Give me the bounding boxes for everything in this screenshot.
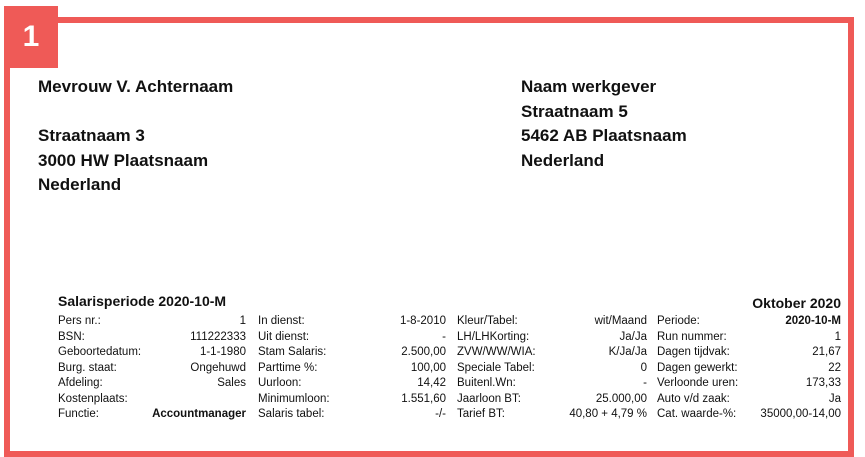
detail-value: Ja [828,392,841,405]
detail-row [58,314,246,330]
detail-label: Minimumloon: [258,392,330,405]
detail-row [258,407,446,423]
detail-row [657,330,841,346]
detail-row [657,361,841,377]
detail-label: Auto v/d zaak: [657,392,730,405]
detail-value: 111222333 [190,330,246,343]
detail-row [457,330,647,346]
employer-name: Naam werkgever [521,77,657,96]
employee-address [38,75,233,198]
detail-row [258,345,446,361]
detail-label: Salaris tabel: [258,408,325,420]
detail-row [258,392,446,408]
detail-value: Accountmanager [152,408,246,420]
employer-postcode-city: 5462 AB Plaatsnaam [521,126,687,145]
detail-value: 35000,00-14,00 [760,408,841,420]
detail-row [657,376,841,392]
detail-value: 100,00 [410,361,446,374]
detail-value: 173,33 [805,377,841,389]
detail-label: Burg. staat: [58,361,117,374]
detail-row [457,407,647,423]
detail-row [657,407,841,423]
detail-value: 25.000,00 [595,392,647,405]
detail-label: Parttime %: [258,361,318,374]
detail-row [457,392,647,408]
salary-month: Oktober 2020 [752,295,841,311]
detail-value: - [442,330,446,343]
salary-period-title: Salarisperiode 2020-10-M [58,293,227,309]
detail-row [457,345,647,361]
detail-value: Ja/Ja [619,330,647,343]
detail-row [58,361,246,377]
tax-details-column [457,314,647,423]
detail-label: Stam Salaris: [258,346,327,358]
detail-label: Uurloon: [258,377,302,389]
detail-row [457,376,647,392]
detail-value: Sales [217,377,246,389]
detail-label: ZVW/WW/WIA: [457,346,536,358]
detail-value: 14,42 [417,377,446,389]
detail-label: Dagen tijdvak: [657,346,730,358]
employee-postcode-city: 3000 HW Plaatsnaam [38,150,209,170]
detail-row [58,330,246,346]
detail-label: Kleur/Tabel: [457,315,518,327]
detail-value: 1 [834,330,841,343]
detail-row [58,376,246,392]
employer-address [521,75,687,173]
detail-label: Uit dienst: [258,330,310,343]
detail-value: 22 [828,361,841,374]
detail-label: Geboortedatum: [58,346,142,358]
detail-label: LH/LHKorting: [457,330,530,343]
detail-label: Dagen gewerkt: [657,361,738,374]
detail-row [58,407,246,423]
period-details-column [657,314,841,423]
detail-label: Verloonde uren: [657,377,739,389]
detail-row [258,330,446,346]
detail-row [657,314,841,330]
detail-label: Afdeling: [58,377,103,389]
detail-label: In dienst: [258,315,305,327]
detail-row [657,392,841,408]
detail-value: 1 [239,315,246,327]
detail-row [258,361,446,377]
detail-label: Cat. waarde-%: [657,408,737,420]
detail-label: Kostenplaats: [58,392,128,405]
detail-value: -/- [435,408,446,420]
detail-row [258,376,446,392]
detail-label: Run nummer: [657,330,727,343]
detail-value: wit/Maand [594,315,647,327]
detail-value: 0 [640,361,647,374]
detail-value: Ongehuwd [190,361,246,374]
employer-country: Nederland [521,150,605,170]
detail-value: 1-1-1980 [199,346,246,358]
detail-value: 1-8-2010 [399,315,446,327]
section-number-badge: 1 [4,6,58,68]
detail-row [457,314,647,330]
detail-value: 2.500,00 [401,346,446,358]
detail-label: Pers nr.: [58,315,101,327]
detail-row [657,345,841,361]
detail-row [58,392,246,408]
employer-street: Straatnaam 5 [521,101,628,121]
detail-value: - [643,377,647,389]
detail-label: Functie: [58,408,99,420]
detail-label: Buitenl.Wn: [457,377,516,389]
detail-value: K/Ja/Ja [608,346,647,358]
detail-value: 2020-10-M [785,315,841,327]
detail-label: Speciale Tabel: [457,361,535,374]
employee-details-column [58,314,246,423]
detail-row [58,345,246,361]
detail-row [457,361,647,377]
detail-value: 40,80 + 4,79 % [569,408,647,420]
detail-value: 1.551,60 [401,392,446,405]
employee-street: Straatnaam 3 [38,126,145,145]
detail-label: BSN: [58,330,85,343]
employee-name: Mevrouw V. Achternaam [38,77,234,96]
employment-details-column [258,314,446,423]
detail-label: Jaarloon BT: [457,392,521,405]
detail-value: 21,67 [812,346,841,358]
employee-address-blank [38,100,233,125]
detail-label: Periode: [657,315,700,327]
detail-label: Tarief BT: [457,408,505,420]
employee-country: Nederland [38,175,122,194]
detail-row [258,314,446,330]
